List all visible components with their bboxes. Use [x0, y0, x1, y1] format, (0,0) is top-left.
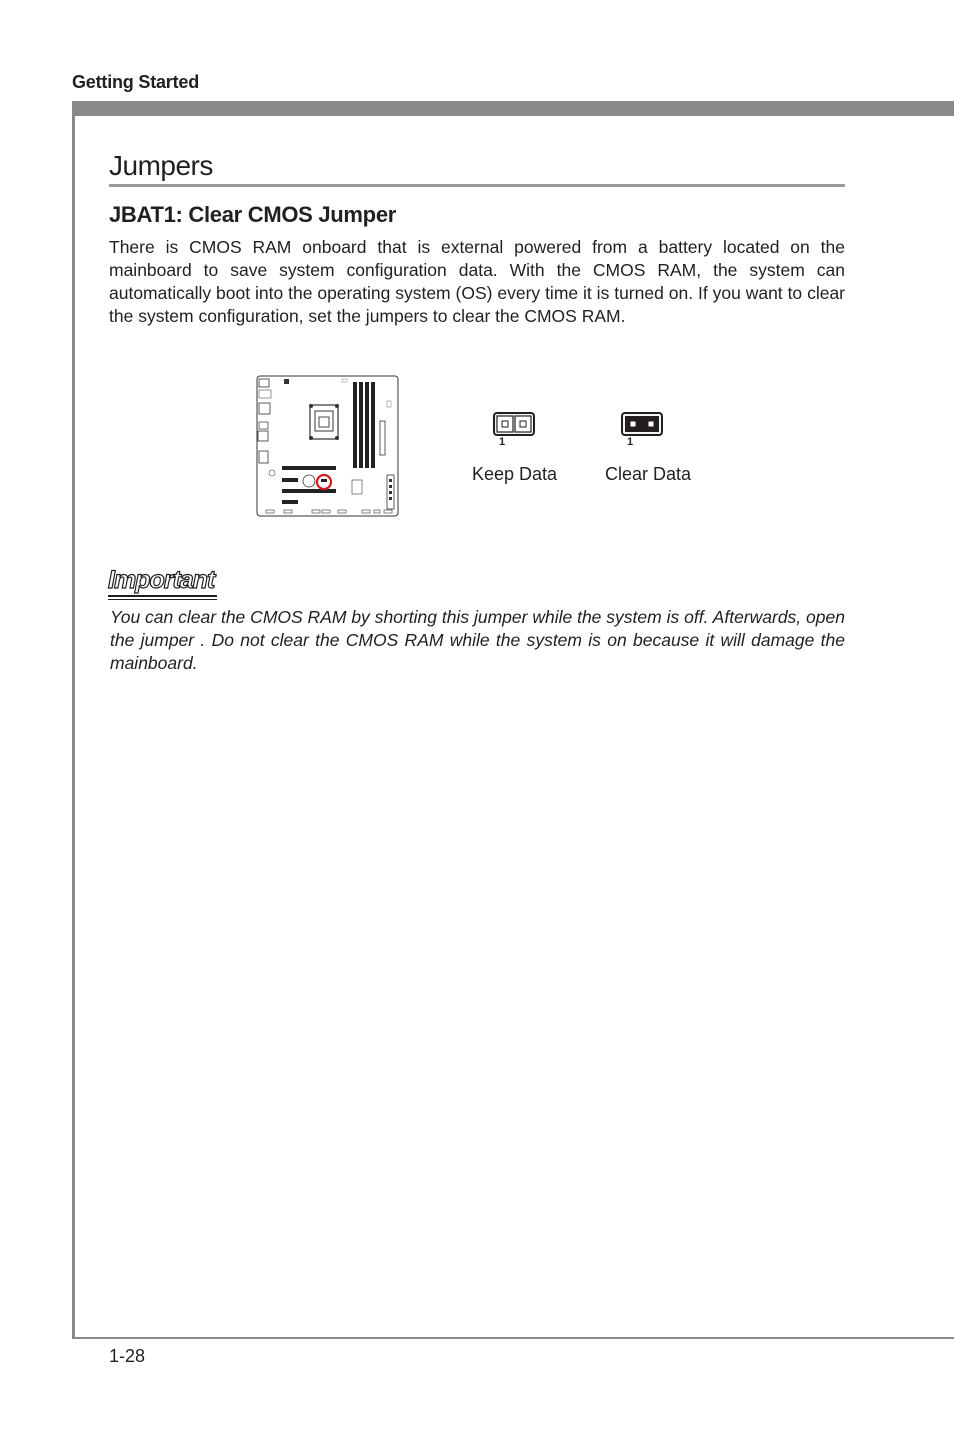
page-title: Jumpers: [109, 150, 213, 181]
important-note-text: You can clear the CMOS RAM by shorting this jumper while the system is off. Afterwards, open the jumper . Do not clear the CMOS RAM while the system is on because it will damage the mainboard.: [110, 607, 845, 673]
clear-data-pin1-label: 1: [627, 436, 634, 448]
keep-data-caption: Keep Data: [472, 464, 558, 484]
section-label: Getting Started: [72, 72, 200, 92]
mainboard-diagram: [256, 375, 399, 517]
keep-data-pin1-label: 1: [499, 436, 506, 448]
left-margin-rule: [72, 101, 75, 1339]
section-subtitle: JBAT1: Clear CMOS Jumper: [109, 202, 397, 227]
important-heading: Important: [108, 566, 215, 594]
clear-data-jumper-icon: [621, 412, 663, 436]
header-bar: [72, 101, 954, 116]
important-underline-thin: [108, 599, 217, 600]
bottom-rule: [72, 1337, 954, 1339]
keep-data-jumper-icon: [493, 412, 535, 436]
title-underline: [109, 184, 845, 187]
clear-data-caption: Clear Data: [605, 464, 692, 484]
body-paragraph: There is CMOS RAM onboard that is external powered from a battery located on the mainboard to save system configuration data. With the CMOS RAM, the system can automatically boot into the operating system (OS) every time it is turned on. If you want to clear the system configuration, set the jumpers to clear the CMOS RAM.: [109, 237, 845, 326]
page-number: 1-28: [109, 1346, 146, 1366]
important-underline: [108, 595, 217, 597]
